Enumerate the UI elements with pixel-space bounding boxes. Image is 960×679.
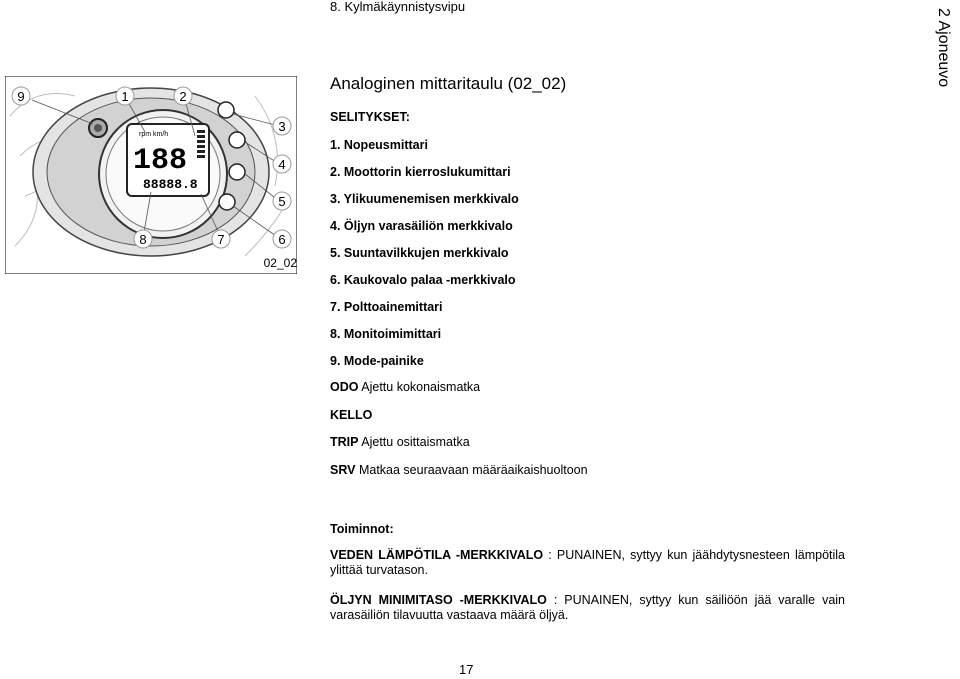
functions-heading: Toiminnot:: [330, 522, 394, 536]
callout-6: 6: [278, 232, 286, 247]
legend-list: [330, 138, 519, 381]
lcd-unit-label: rpm km/h: [139, 131, 169, 138]
lcd-speed-digits: 188: [133, 144, 188, 178]
callout-8: 8: [139, 232, 147, 247]
callout-9: 9: [17, 89, 25, 104]
legend-item: 4. Öljyn varasäiliön merkkivalo: [330, 219, 513, 233]
turn-signal-icon: [229, 164, 245, 180]
legend-item: 6. Kaukovalo palaa -merkkivalo: [330, 273, 516, 287]
temperature-warning-icon: [218, 102, 234, 118]
callout-3: 3: [278, 119, 286, 134]
callout-5: 5: [278, 194, 286, 209]
lcd-odo-digits: 88888.8: [143, 177, 198, 192]
header-list-item: 8. Kylmäkäynnistysvipu: [330, 0, 466, 14]
chapter-side-tab: 2 Ajoneuvo: [935, 8, 952, 88]
section-title: Analoginen mittaritaulu (02_02): [330, 74, 567, 93]
callout-4: 4: [278, 157, 286, 172]
legend-item: 5. Suuntavilkkujen merkkivalo: [330, 246, 509, 260]
abbreviation-item: TRIP Ajettu osittaismatka: [330, 435, 470, 449]
legend-item: 7. Polttoainemittari: [330, 300, 443, 314]
callout-1: 1: [121, 89, 129, 104]
callout-2: 2: [179, 89, 187, 104]
abbreviation-item: SRV Matkaa seuraavaan määräaikaishuoltoon: [330, 462, 588, 477]
oil-warning-icon: [229, 132, 245, 148]
abbreviation-item: ODO Ajettu kokonaismatka: [330, 380, 481, 394]
abbreviation-item: KELLO: [330, 407, 373, 422]
abbreviation-list: [330, 380, 588, 490]
dashboard-figure: [5, 76, 297, 274]
legend-item: 8. Monitoimimittari: [330, 327, 442, 341]
legend-item: 1. Nopeusmittari: [330, 138, 428, 152]
legend-item: 9. Mode-painike: [330, 354, 424, 368]
legend-heading: SELITYKSET:: [330, 110, 410, 124]
callout-7: 7: [217, 232, 225, 247]
figure-caption: 02_02: [263, 256, 297, 270]
function-paragraph: ÖLJYN MINIMITASO -MERKKIVALO : PUNAINEN, syttyy kun säiliöön jää varalle vain varasäiliön tilavuutta vastaava määrä öljyä.: [330, 593, 846, 622]
legend-item: 3. Ylikuumenemisen merkkivalo: [330, 192, 519, 206]
high-beam-icon: [219, 194, 235, 210]
legend-item: 2. Moottorin kierroslukumittari: [330, 165, 511, 179]
function-paragraph: VEDEN LÄMPÖTILA -MERKKIVALO : PUNAINEN, syttyy kun jäähdytysnesteen lämpötila ylittää turvatason.: [330, 548, 845, 577]
page-number: 17: [459, 662, 474, 677]
